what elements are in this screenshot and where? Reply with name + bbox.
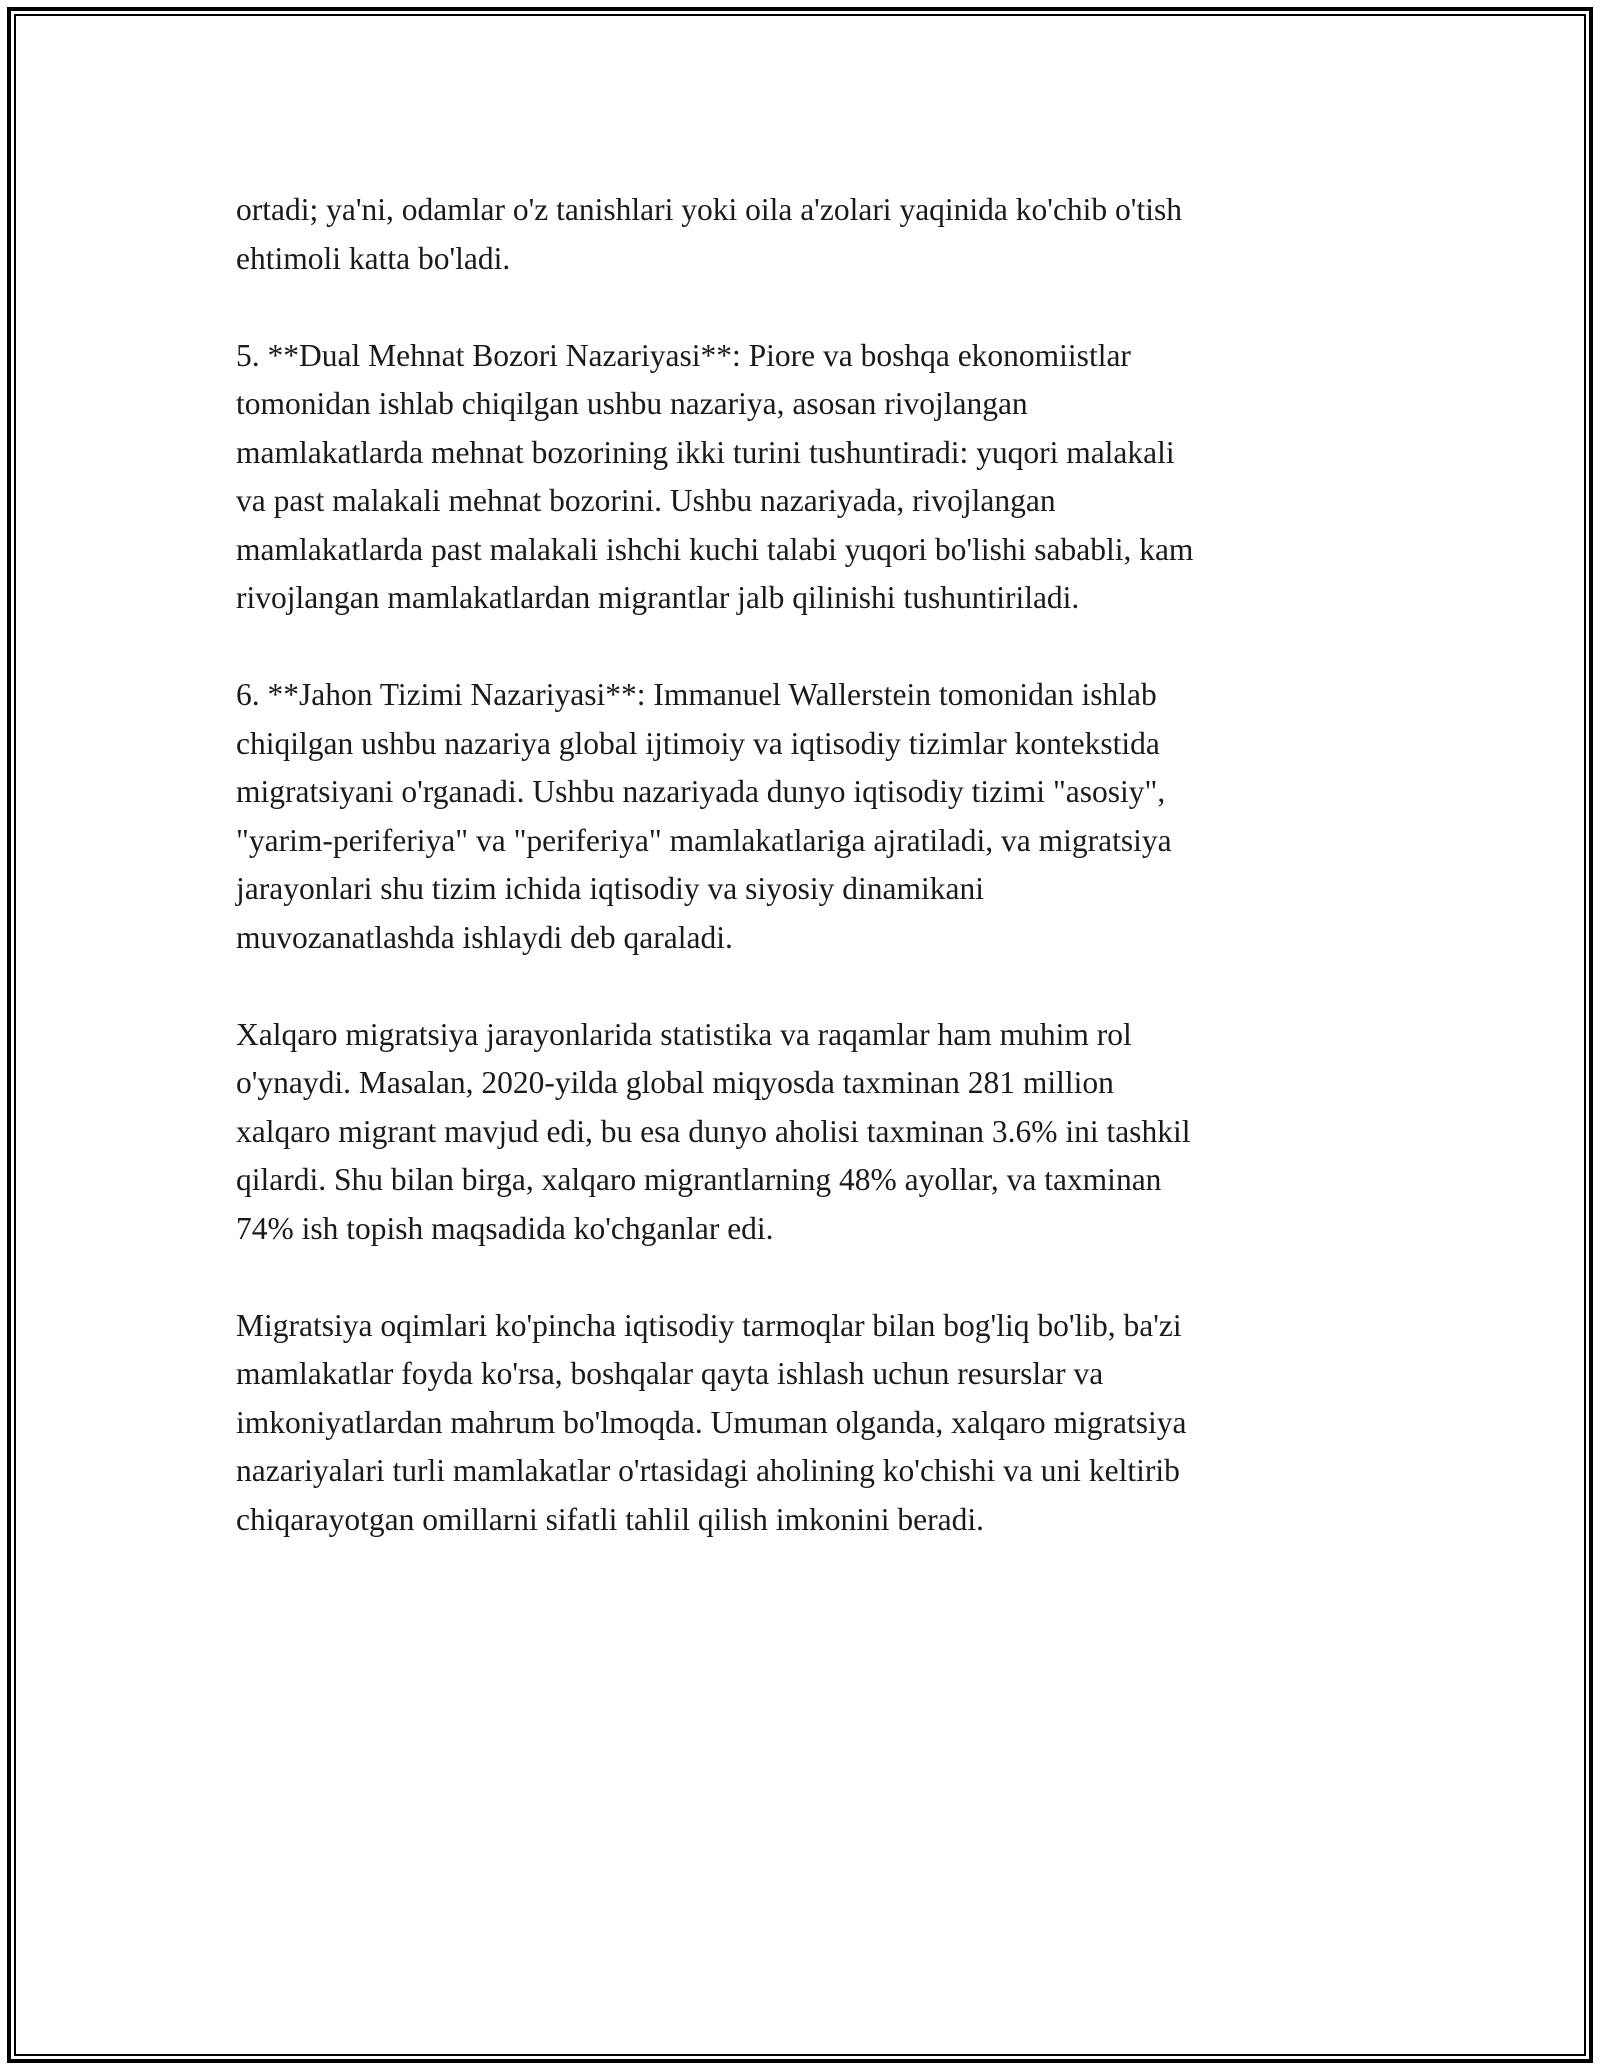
paragraph-continuation: ortadi; ya'ni, odamlar o'z tanishlari yoki oila a'zolari yaqinida ko'chib o'tish ehtimoli katta bo'ladi.	[236, 192, 1182, 276]
paragraph-conclusion: Migratsiya oqimlari ko'pincha iqtisodiy tarmoqlar bilan bog'liq bo'lib, ba'zi mamlakatlar foyda ko'rsa, boshqalar qayta ishlash uchun resurslar va imkoniyatlardan mahrum bo'lmoqda. Umuman olganda, xalqaro migratsiya nazariyalari turli mamlakatlar o'rtasidagi aholining ko'chishi va uni keltirib chiqarayotgan omillarni sifatli tahlil qilish imkonini beradi.	[236, 1307, 1187, 1537]
paragraph-migration-statistics: Xalqaro migratsiya jarayonlarida statistika va raqamlar ham muhim rol o'ynaydi. Masalan, 2020-yilda global miqyosda taxminan 281 million xalqaro migrant mavjud edi, bu esa dunyo aholisi taxminan 3.6% ini tashkil qilardi. Shu bilan birga, xalqaro migrantlarning 48% ayollar, va taxminan 74% ish topish maqsadida ko'chganlar edi.	[236, 1016, 1191, 1246]
document-body	[236, 186, 1366, 1544]
paragraph-dual-labor-market-theory: 5. **Dual Mehnat Bozori Nazariyasi**: Piore va boshqa ekonomiistlar tomonidan ishlab chiqilgan ushbu nazariya, asosan rivojlangan mamlakatlarda mehnat bozorining ikki turini tushuntiradi: yuqori malakali va past malakali mehnat bozorini. Ushbu nazariyada, rivojlangan mamlakatlarda past malakali ishchi kuchi talabi yuqori bo'lishi sababli, kam rivojlangan mamlakatlardan migrantlar jalb qilinishi tushuntiriladi.	[236, 337, 1194, 615]
paragraph-world-system-theory: 6. **Jahon Tizimi Nazariyasi**: Immanuel Wallerstein tomonidan ishlab chiqilgan ushbu nazariya global ijtimoiy va iqtisodiy tizimlar kontekstida migratsiyani o'rganadi. Ushbu nazariyada dunyo iqtisodiy tizimi "asosiy", "yarim-periferiya" va "periferiya" mamlakatlariga ajratiladi, va migratsiya jarayonlari shu tizim ichida iqtisodiy va siyosiy dinamikani muvozanatlashda ishlaydi deb qaraladi.	[236, 677, 1172, 955]
